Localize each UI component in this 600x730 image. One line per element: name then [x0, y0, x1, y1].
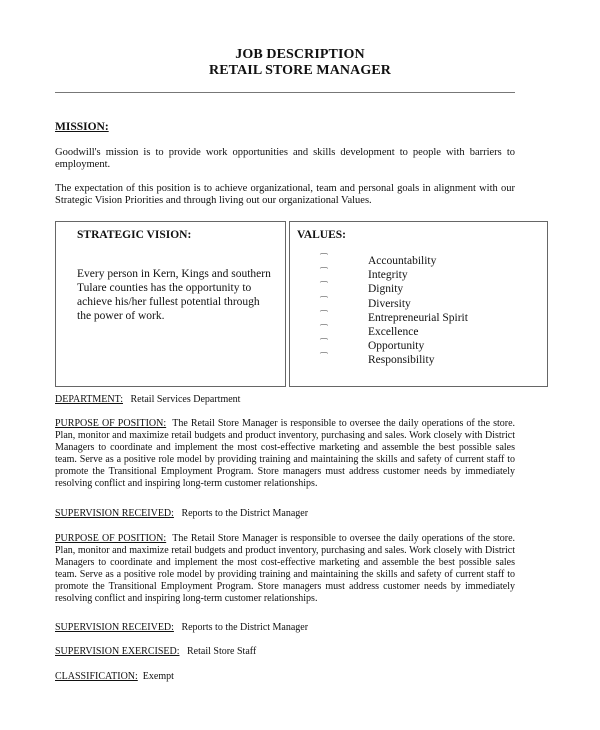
classification-line: [55, 671, 174, 683]
value-item: [315, 282, 468, 296]
value-item-label: Responsibility: [368, 354, 435, 367]
document-title: [0, 47, 600, 79]
mission-paragraph-1: Goodwill's mission is to provide work opportunities and skills development to people with barriers to employment.: [55, 147, 515, 170]
supervision-received-value-1: Reports to the District Manager: [181, 508, 309, 519]
value-item-label: Dignity: [368, 283, 404, 296]
value-item: [315, 325, 468, 339]
arc-bullet-icon: ⁀: [320, 281, 328, 292]
classification-value: Exempt: [142, 671, 174, 682]
mission-heading: MISSION:: [55, 121, 109, 133]
department-value: Retail Services Department: [130, 394, 241, 405]
supervision-received-label-1: SUPERVISION RECEIVED:: [55, 508, 174, 519]
arc-bullet-icon: ⁀: [320, 324, 328, 335]
purpose-label-2: PURPOSE OF POSITION:: [55, 533, 167, 544]
supervision-exercised-line: [55, 646, 256, 658]
arc-bullet-icon: ⁀: [320, 338, 328, 349]
value-item: [315, 353, 468, 367]
supervision-received-label-2: SUPERVISION RECEIVED:: [55, 622, 174, 633]
department-label: DEPARTMENT:: [55, 394, 123, 405]
supervision-received-line-2: [55, 622, 308, 634]
arc-bullet-icon: ⁀: [320, 352, 328, 363]
purpose-label-1: PURPOSE OF POSITION:: [55, 418, 167, 429]
arc-bullet-icon: ⁀: [320, 295, 328, 306]
purpose-of-position-2: [55, 533, 515, 605]
value-item-label: Excellence: [368, 326, 419, 339]
supervision-exercised-label: SUPERVISION EXERCISED:: [55, 646, 180, 657]
arc-bullet-icon: ⁀: [320, 267, 328, 278]
supervision-received-line-1: [55, 508, 308, 520]
purpose-of-position-1: [55, 418, 515, 490]
value-item-label: Integrity: [368, 269, 408, 282]
title-line-1: JOB DESCRIPTION: [235, 47, 365, 62]
department-line: [55, 394, 240, 406]
value-item-label: Diversity: [368, 297, 411, 310]
value-item: [315, 297, 468, 311]
value-item-label: Opportunity: [368, 340, 425, 353]
value-item: [315, 339, 468, 353]
classification-label: CLASSIFICATION:: [55, 671, 138, 682]
arc-bullet-icon: ⁀: [320, 253, 328, 264]
title-divider: [55, 92, 515, 93]
supervision-received-value-2: Reports to the District Manager: [181, 622, 309, 633]
mission-paragraph-2: The expectation of this position is to achieve organizational, team and personal goals in alignment with our Strategic Vision Priorities and through living out our organizational Values.: [55, 183, 515, 206]
values-heading: VALUES:: [297, 229, 346, 241]
value-item-label: Entrepreneurial Spirit: [368, 311, 468, 324]
values-list: [315, 254, 468, 368]
value-item-label: Accountability: [368, 255, 437, 268]
title-line-2: RETAIL STORE MANAGER: [209, 63, 391, 78]
arc-bullet-icon: ⁀: [320, 309, 328, 320]
value-item: [315, 311, 468, 325]
strategic-vision-text: Every person in Kern, Kings and southern Tulare counties has the opportunity to achieve his/her fullest potential through the power of work.: [77, 268, 271, 322]
purpose-text-1: The Retail Store Manager is responsible to oversee the daily operations of the store. Plan, monitor and maximize retail budgets and product inventory, purchasing and sales. Work closely with District Managers to coordinate and implement the most cost-effective marketing and assemble the best possible sales team. Serve as a positive role model by providing training and maintaining the skills and safety of current staff to promote the Transitional Employment Program. Store managers must address customer needs by immediately resolving conflict and inspiring long-term customer relationships.: [55, 418, 516, 489]
strategic-vision-heading: STRATEGIC VISION:: [77, 229, 192, 241]
purpose-text-2: The Retail Store Manager is responsible to oversee the daily operations of the store. Plan, monitor and maximize retail budgets and product inventory, purchasing and sales. Work closely with District Managers to coordinate and implement the most cost-effective marketing and assemble the best possible sales team. Serve as a positive role model by providing training and maintaining the skills and safety of current staff to promote the Transitional Employment Program. Store managers must address customer needs by immediately resolving conflict and inspiring long-term customer relationships.: [55, 533, 516, 604]
value-item: [315, 268, 468, 282]
supervision-exercised-value: Retail Store Staff: [187, 646, 257, 657]
value-item: [315, 254, 468, 268]
